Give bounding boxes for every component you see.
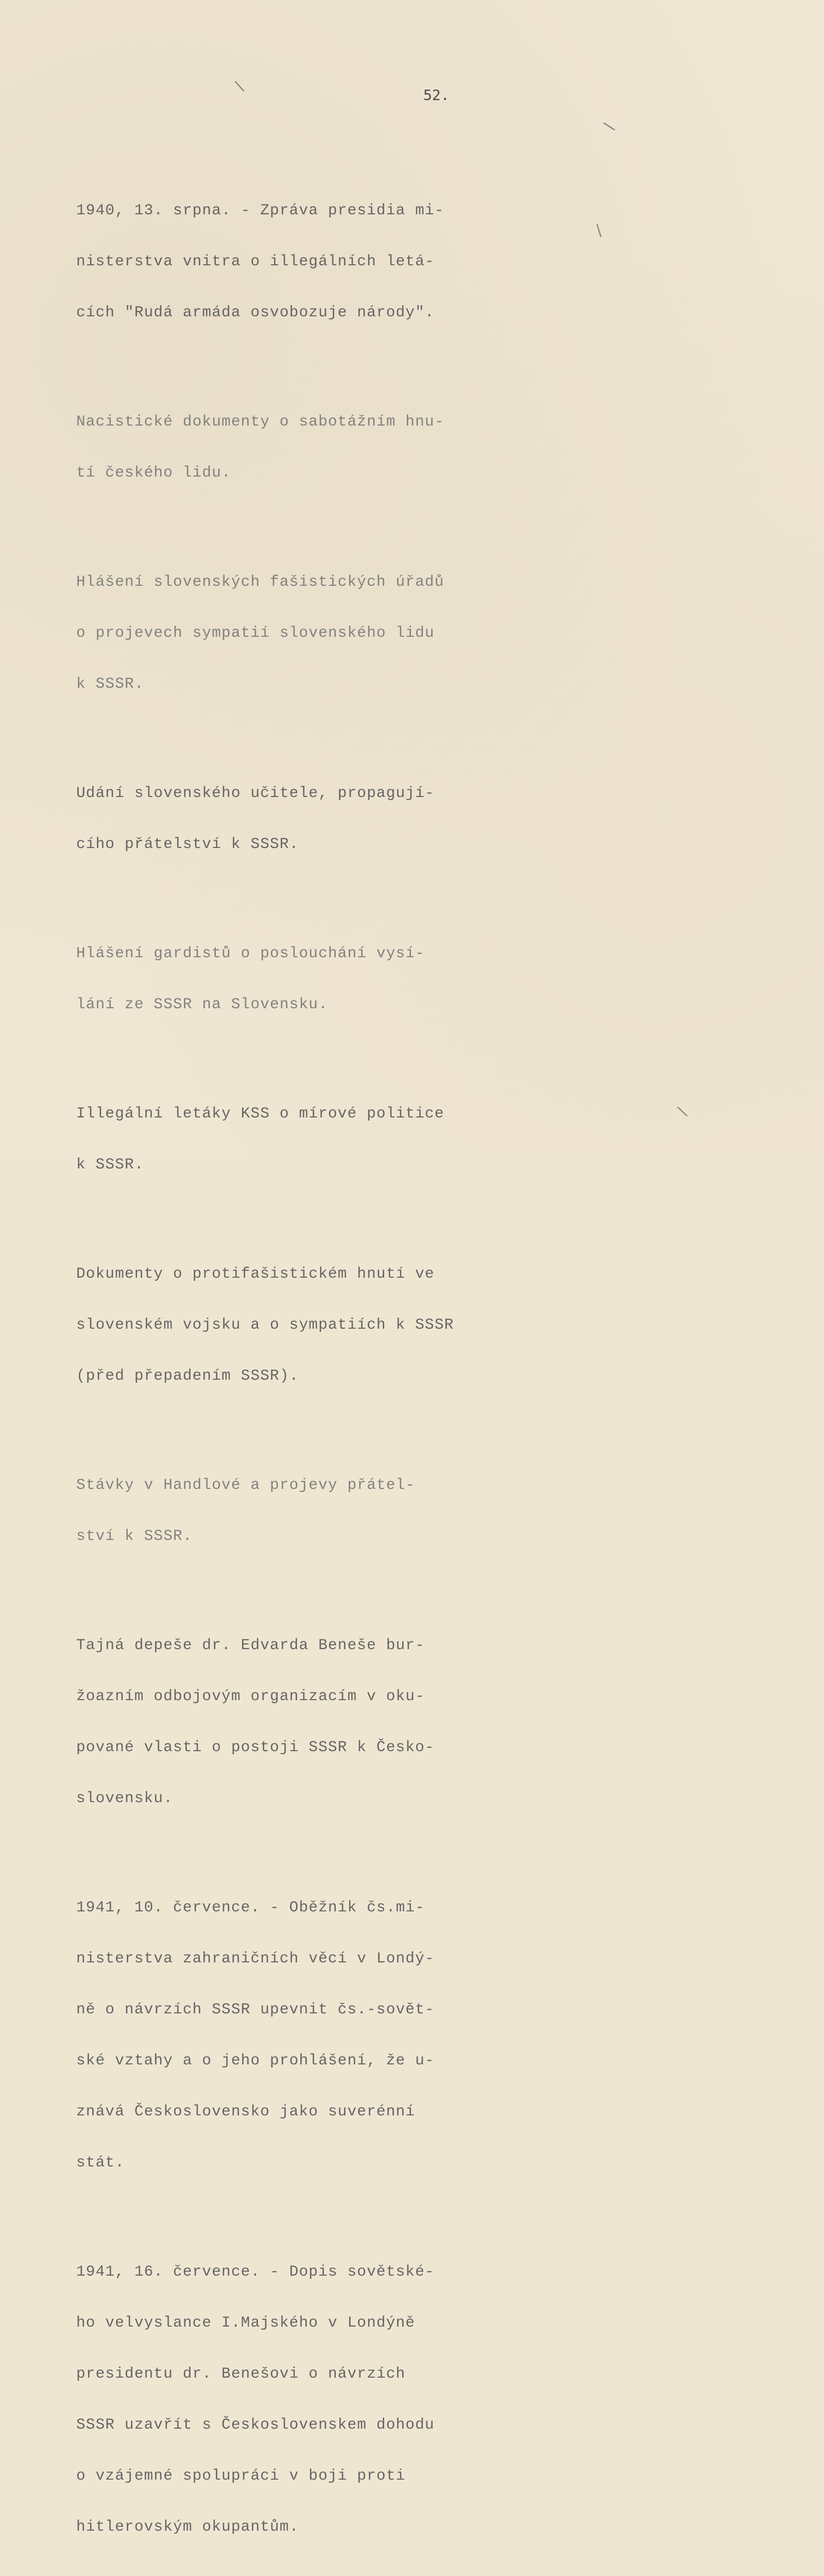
entry bbox=[76, 1443, 488, 1579]
entry-line: Hlášení gardistů o poslouchání vysí- bbox=[76, 944, 425, 962]
entry-line: o projevech sympatií slovenského lidu bbox=[76, 624, 435, 641]
stray-mark: \ bbox=[601, 117, 617, 135]
entry-line: 1940, 13. srpna. - Zpráva presidia mi- bbox=[76, 201, 444, 219]
entry-line: znává Československo jako suverénní bbox=[76, 2103, 416, 2120]
entry-line: nisterstva zahraničních věcí v Londý- bbox=[76, 1950, 435, 1967]
entry-line: ské vztahy a o jeho prohlášení, že u- bbox=[76, 2052, 435, 2069]
entry-line: cích "Rudá armáda osvobozuje národy". bbox=[76, 303, 435, 321]
entry bbox=[76, 379, 488, 515]
entry bbox=[76, 911, 488, 1047]
entry-line: lání ze SSSR na Slovensku. bbox=[76, 995, 328, 1013]
entry bbox=[76, 1603, 488, 1841]
entry-line: Hlášení slovenských fašistických úřadů bbox=[76, 573, 444, 590]
entry bbox=[76, 539, 488, 726]
entry-line: Illegální letáky KSS o mírové politice bbox=[76, 1105, 444, 1122]
entry-line: hitlerovským okupantům. bbox=[76, 2518, 299, 2535]
entry-line: Udání slovenského učitele, propagují- bbox=[76, 784, 435, 802]
entry-line: žoazním odbojovým organizacím v oku- bbox=[76, 1687, 425, 1705]
entry-line: ně o návrzích SSSR upevnit čs.-sovět- bbox=[76, 2001, 435, 2018]
entry bbox=[76, 2229, 488, 2569]
entry-line: ho velvyslance I.Majského v Londýně bbox=[76, 2314, 416, 2331]
entry-line: Dokumenty o protifašistickém hnutí ve bbox=[76, 1265, 435, 1282]
entry-line: tí českého lidu. bbox=[76, 464, 231, 481]
entry-line: slovenském vojsku a o sympatiích k SSSR bbox=[76, 1316, 454, 1333]
entry-line: SSSR uzavřít s Československem dohodu bbox=[76, 2416, 435, 2433]
entry-line: slovensku. bbox=[76, 1789, 174, 1807]
entry bbox=[76, 1231, 488, 1418]
entry-line: 1941, 10. července. - Oběžník čs.mi- bbox=[76, 1899, 425, 1916]
entry bbox=[76, 168, 488, 355]
entry-line: pované vlasti o postoji SSSR k Česko- bbox=[76, 1738, 435, 1756]
entry-line: nisterstva vnitra o illegálních letá- bbox=[76, 252, 435, 270]
page-number: 52. bbox=[423, 87, 450, 104]
entry-line: Tajná depeše dr. Edvarda Beneše bur- bbox=[76, 1636, 425, 1654]
entry-line: (před přepadením SSSR). bbox=[76, 1367, 299, 1384]
entry bbox=[76, 751, 488, 887]
entry bbox=[76, 1865, 488, 2205]
entry-line: presidentu dr. Benešovi o návrzích bbox=[76, 2365, 406, 2382]
entry-line: ství k SSSR. bbox=[76, 1527, 193, 1545]
stray-mark: \ bbox=[233, 77, 246, 96]
entry bbox=[76, 1071, 488, 1207]
entry-line: o vzájemné spolupráci v boji proti bbox=[76, 2467, 406, 2484]
entry-list bbox=[76, 168, 488, 2576]
entry-line: Nacistické dokumenty o sabotážním hnu- bbox=[76, 413, 444, 430]
entry-line: 1941, 16. července. - Dopis sovětské- bbox=[76, 2263, 435, 2280]
entry-line: k SSSR. bbox=[76, 675, 144, 692]
entry-line: stát. bbox=[76, 2154, 125, 2171]
entry-line: k SSSR. bbox=[76, 1156, 144, 1173]
entry-line: cího přátelství k SSSR. bbox=[76, 835, 299, 853]
entry-line: Stávky v Handlové a projevy přátel- bbox=[76, 1476, 416, 1494]
stray-mark: \ bbox=[596, 222, 602, 240]
stray-mark: \ bbox=[675, 1102, 690, 1121]
